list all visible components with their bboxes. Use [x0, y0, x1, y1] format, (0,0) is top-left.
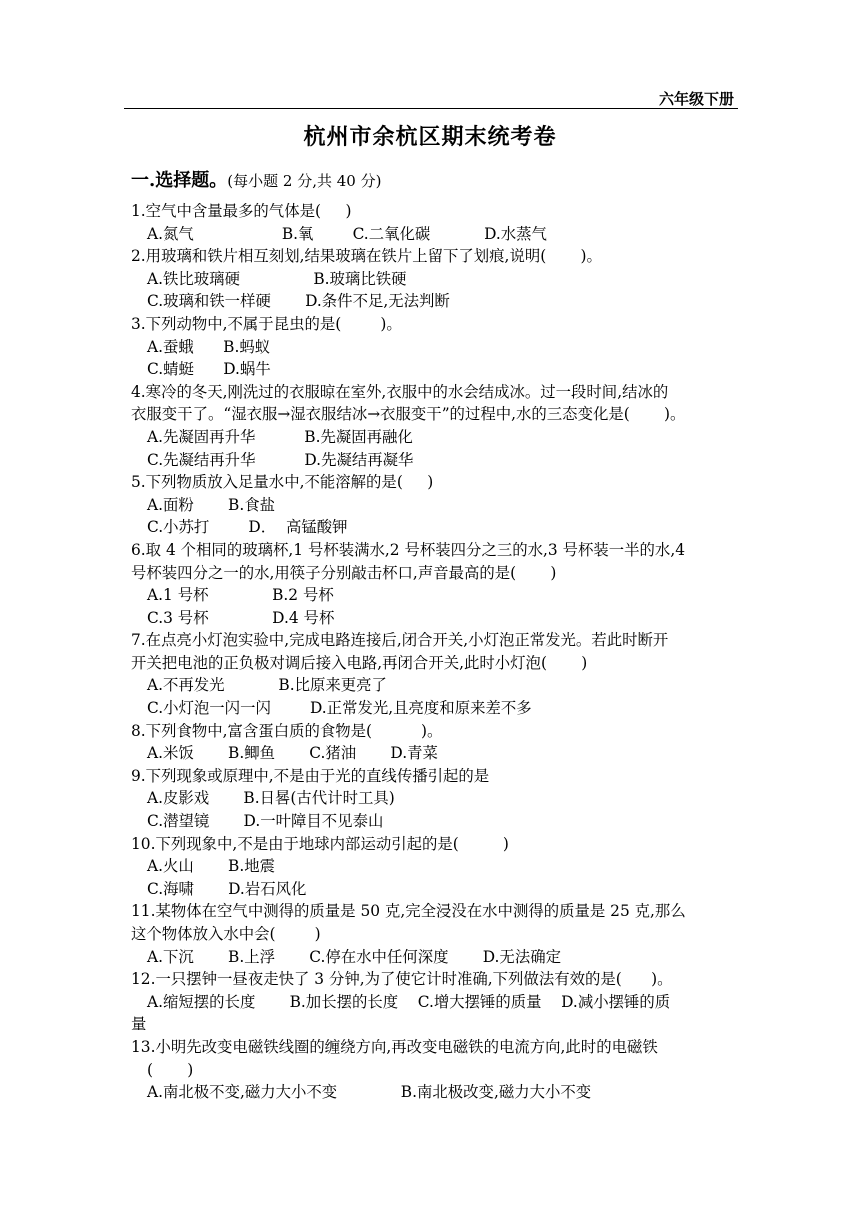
answer-options: ( ): [147, 1060, 194, 1079]
answer-options: A.先凝固再升华 B.先凝固再融化: [147, 427, 413, 446]
question-text: 11.某物体在空气中测得的质量是 50 克,完全浸没在水中测得的质量是 25 克,那么: [131, 902, 686, 921]
answer-options: A.1 号杯 B.2 号杯: [147, 586, 334, 605]
answer-options: A.下沉 B.上浮 C.停在水中任何深度 D.无法确定: [147, 947, 561, 966]
answer-options: A.缩短摆的长度 B.加长摆的长度 C.增大摆锤的质量 D.减小摆锤的质: [147, 992, 671, 1011]
answer-options: A.面粉 B.食盐: [147, 495, 276, 514]
section-heading: [131, 166, 381, 192]
page-title: 杭州市余杭区期末统考卷: [303, 124, 557, 150]
question-text: 开关把电池的正负极对调后接入电路,再闭合开关,此时小灯泡( ): [131, 653, 588, 672]
answer-options: C.玻璃和铁一样硬 D.条件不足,无法判断: [147, 292, 450, 311]
question-text: 5.下列物质放入足量水中,不能溶解的是( ): [131, 473, 434, 492]
answer-options: A.氮气 B.氧 C.二氧化碳 D.水蒸气: [147, 224, 547, 243]
question-list: [131, 200, 731, 1104]
answer-options: A.火山 B.地震: [147, 857, 276, 876]
answer-options: A.不再发光 B.比原来更亮了: [147, 676, 387, 695]
question-text: 号杯装四分之一的水,用筷子分别敲击杯口,声音最高的是( ): [131, 563, 557, 582]
answer-options: C.小苏打 D． 高锰酸钾: [147, 518, 348, 537]
question-text: 6.取 4 个相同的玻璃杯,1 号杯装满水,2 号杯装四分之三的水,3 号杯装一半的水,4: [131, 540, 686, 559]
answer-options: A.南北极不变,磁力大小不变 B.南北极改变,磁力大小不变: [147, 1083, 592, 1102]
question-text: 13.小明先改变电磁铁线圈的缠绕方向,再改变电磁铁的电流方向,此时的电磁铁: [131, 1037, 658, 1056]
question-text: 3.下列动物中,不属于昆虫的是( )。: [131, 314, 402, 333]
question-text: 衣服变干了。“湿衣服→湿衣服结冰→衣服变干”的过程中,水的三态变化是( )。: [131, 405, 686, 424]
question-text: 9.下列现象或原理中,不是由于光的直线传播引起的是: [131, 766, 490, 785]
answer-options: A.铁比玻璃硬 B.玻璃比铁硬: [147, 269, 407, 288]
answer-options: A.皮影戏 B.日晷(古代计时工具): [147, 789, 395, 808]
section-label: 一.选择题。: [131, 170, 228, 191]
answer-options: C.潜望镜 D.一叶障目不见泰山: [147, 812, 384, 831]
answer-options: C.蜻蜓 D.蜗牛: [147, 360, 271, 379]
question-text: 量: [131, 1015, 147, 1034]
grade-label: 六年级下册: [658, 90, 734, 108]
answer-options: C.3 号杯 D.4 号杯: [147, 608, 335, 627]
section-note: (每小题 2 分,共 40 分): [227, 172, 382, 190]
question-text: 8.下列食物中,富含蛋白质的食物是( )。: [131, 721, 443, 740]
question-text: 2.用玻璃和铁片相互刻划,结果玻璃在铁片上留下了划痕,说明( )。: [131, 247, 602, 266]
question-text: 1.空气中含量最多的气体是( ): [131, 202, 352, 220]
answer-options: A.米饭 B.鲫鱼 C.猪油 D.青菜: [147, 744, 438, 763]
answer-options: C.小灯泡一闪一闪 D.正常发光,且亮度和原来差不多: [147, 699, 532, 718]
question-text: 7.在点亮小灯泡实验中,完成电路连接后,闭合开关,小灯泡正常发光。若此时断开: [131, 631, 669, 650]
answer-options: A.蚕蛾 B.蚂蚁: [147, 337, 271, 356]
question-text: 10.下列现象中,不是由于地球内部运动引起的是( ): [131, 834, 509, 853]
question-text: 4.寒冷的冬天,刚洗过的衣服晾在室外,衣服中的水会结成冰。过一段时间,结冰的: [131, 382, 669, 401]
answer-options: C.海啸 D.岩石风化: [147, 879, 307, 898]
question-text: 12.一只摆钟一昼夜走快了 3 分钟,为了使它计时准确,下列做法有效的是( )。: [131, 970, 673, 989]
answer-options: C.先凝结再升华 D.先凝结再凝华: [147, 450, 414, 469]
header-rule: [124, 108, 738, 109]
question-text: 这个物体放入水中会( ): [131, 925, 321, 943]
